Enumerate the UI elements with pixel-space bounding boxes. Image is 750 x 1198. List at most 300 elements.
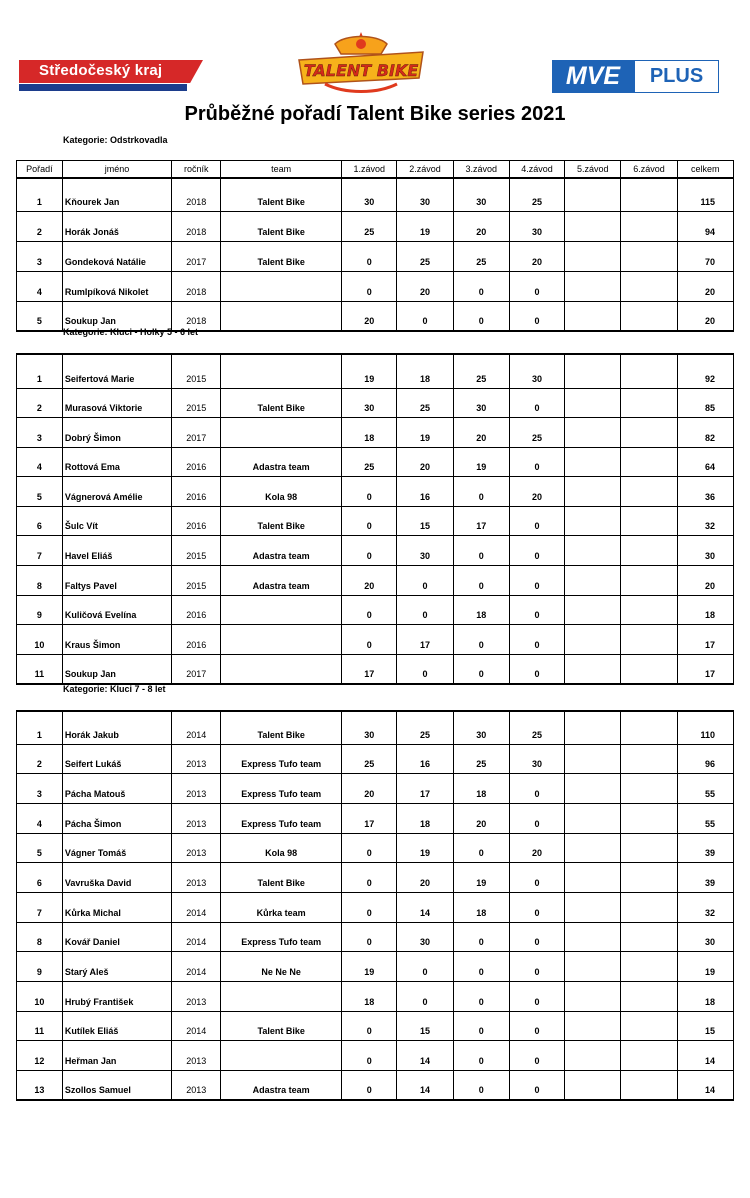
- cell-race-2: 19: [397, 833, 453, 863]
- cell-race-1: 18: [342, 982, 397, 1012]
- cell-rank: 6: [17, 506, 63, 536]
- cell-year: 2014: [172, 952, 221, 982]
- cell-year: 2013: [172, 1041, 221, 1071]
- cell-race-1: 30: [342, 711, 397, 744]
- cell-race-5: [565, 922, 621, 952]
- cell-race-1: 18: [342, 418, 397, 448]
- cell-name: Vavruška David: [62, 863, 171, 893]
- cell-race-2: 20: [397, 863, 453, 893]
- cell-rank: 9: [17, 595, 63, 625]
- cell-race-1: 20: [342, 774, 397, 804]
- cell-race-6: [621, 744, 677, 774]
- cell-name: Horák Jonáš: [62, 211, 171, 241]
- cell-year: 2015: [172, 566, 221, 596]
- header-race-3: 3.závod: [453, 161, 509, 179]
- cell-rank: 2: [17, 388, 63, 418]
- cell-name: Kuličová Evelína: [62, 595, 171, 625]
- cell-race-4: 0: [509, 774, 564, 804]
- cell-race-6: [621, 863, 677, 893]
- cell-race-4: 25: [509, 418, 564, 448]
- cell-race-6: [621, 241, 677, 271]
- cell-team: [221, 301, 342, 331]
- cell-race-6: [621, 566, 677, 596]
- cell-race-1: 0: [342, 595, 397, 625]
- cell-race-3: 0: [453, 1041, 509, 1071]
- table-row: [17, 418, 734, 448]
- cell-name: Hrubý František: [62, 982, 171, 1012]
- cell-race-2: 14: [397, 1041, 453, 1071]
- cell-race-6: [621, 803, 677, 833]
- table-row: [17, 625, 734, 655]
- table-row: [17, 744, 734, 774]
- cell-race-6: [621, 1071, 677, 1101]
- cell-race-3: 25: [453, 744, 509, 774]
- cell-total: 92: [677, 354, 733, 388]
- cell-race-5: [565, 354, 621, 388]
- cell-name: Vágner Tomáš: [62, 833, 171, 863]
- cell-total: 19: [677, 952, 733, 982]
- cell-year: 2017: [172, 418, 221, 448]
- cell-total: 18: [677, 595, 733, 625]
- cell-rank: 7: [17, 536, 63, 566]
- cell-race-2: 0: [397, 595, 453, 625]
- table-row: [17, 863, 734, 893]
- cell-race-1: 25: [342, 447, 397, 477]
- cell-total: 70: [677, 241, 733, 271]
- table-row: [17, 982, 734, 1012]
- table-row: [17, 1071, 734, 1101]
- cell-team: [221, 595, 342, 625]
- cell-race-1: 0: [342, 1041, 397, 1071]
- cell-race-1: 25: [342, 211, 397, 241]
- cell-total: 85: [677, 388, 733, 418]
- category-label: Kategorie: Kluci - Holky 5 - 6 let: [63, 327, 199, 337]
- cell-race-3: 25: [453, 354, 509, 388]
- cell-team: [221, 654, 342, 684]
- cell-total: 20: [677, 566, 733, 596]
- cell-rank: 3: [17, 418, 63, 448]
- cell-name: Šulc Vít: [62, 506, 171, 536]
- cell-year: 2016: [172, 595, 221, 625]
- cell-race-5: [565, 744, 621, 774]
- cell-race-3: 18: [453, 774, 509, 804]
- cell-name: Starý Aleš: [62, 952, 171, 982]
- cell-total: 94: [677, 211, 733, 241]
- cell-rank: 11: [17, 1011, 63, 1041]
- cell-race-3: 20: [453, 211, 509, 241]
- cell-total: 110: [677, 711, 733, 744]
- cell-race-2: 20: [397, 447, 453, 477]
- cell-year: 2017: [172, 241, 221, 271]
- cell-total: 55: [677, 803, 733, 833]
- cell-race-6: [621, 595, 677, 625]
- table-row: [17, 595, 734, 625]
- cell-year: 2017: [172, 654, 221, 684]
- cell-total: 32: [677, 506, 733, 536]
- category-label: Kategorie: Odstrkovadla: [63, 135, 168, 145]
- cell-year: 2013: [172, 863, 221, 893]
- cell-race-5: [565, 388, 621, 418]
- cell-race-4: 0: [509, 1071, 564, 1101]
- cell-race-2: 30: [397, 922, 453, 952]
- header-total: celkem: [677, 161, 733, 179]
- cell-race-4: 0: [509, 301, 564, 331]
- cell-race-3: 30: [453, 178, 509, 211]
- cell-race-4: 0: [509, 1041, 564, 1071]
- talent-bike-logo-crown: [335, 32, 387, 54]
- cell-race-5: [565, 982, 621, 1012]
- cell-race-4: 0: [509, 1011, 564, 1041]
- talent-bike-logo-text: TALENT BIKE: [303, 61, 419, 80]
- cell-race-2: 14: [397, 1071, 453, 1101]
- cell-race-6: [621, 388, 677, 418]
- cell-race-3: 0: [453, 271, 509, 301]
- cell-year: 2013: [172, 803, 221, 833]
- cell-race-1: 0: [342, 625, 397, 655]
- cell-rank: 10: [17, 982, 63, 1012]
- cell-race-4: 0: [509, 952, 564, 982]
- cell-name: Dobrý Šimon: [62, 418, 171, 448]
- cell-race-3: 19: [453, 447, 509, 477]
- cell-race-5: [565, 211, 621, 241]
- cell-race-3: 0: [453, 1071, 509, 1101]
- cell-race-1: 0: [342, 1011, 397, 1041]
- header-name: jméno: [62, 161, 171, 179]
- cell-year: 2016: [172, 477, 221, 507]
- cell-race-5: [565, 301, 621, 331]
- cell-race-2: 15: [397, 506, 453, 536]
- cell-race-6: [621, 833, 677, 863]
- cell-rank: 8: [17, 922, 63, 952]
- cell-race-2: 19: [397, 418, 453, 448]
- cell-race-4: 0: [509, 863, 564, 893]
- cell-race-1: 20: [342, 566, 397, 596]
- cell-total: 36: [677, 477, 733, 507]
- table-row: [17, 1011, 734, 1041]
- cell-race-2: 20: [397, 271, 453, 301]
- cell-race-3: 0: [453, 922, 509, 952]
- cell-year: 2013: [172, 774, 221, 804]
- cell-team: Talent Bike: [221, 863, 342, 893]
- cell-race-4: 0: [509, 595, 564, 625]
- cell-year: 2013: [172, 833, 221, 863]
- cell-name: Seifert Lukáš: [62, 744, 171, 774]
- cell-race-6: [621, 625, 677, 655]
- cell-race-4: 25: [509, 711, 564, 744]
- cell-rank: 7: [17, 892, 63, 922]
- stredocesky-kraj-logo-text: Středočeský kraj: [39, 62, 163, 79]
- cell-name: Kraus Šimon: [62, 625, 171, 655]
- cell-race-2: 25: [397, 711, 453, 744]
- cell-race-4: 0: [509, 447, 564, 477]
- cell-team: Adastra team: [221, 447, 342, 477]
- cell-race-3: 18: [453, 892, 509, 922]
- cell-rank: 1: [17, 711, 63, 744]
- cell-race-5: [565, 536, 621, 566]
- cell-team: [221, 354, 342, 388]
- cell-rank: 4: [17, 447, 63, 477]
- mve-plus-logo-plus: PLUS: [634, 60, 719, 93]
- cell-year: 2013: [172, 1071, 221, 1101]
- cell-year: 2018: [172, 211, 221, 241]
- cell-team: Talent Bike: [221, 711, 342, 744]
- cell-total: 17: [677, 654, 733, 684]
- cell-race-4: 30: [509, 354, 564, 388]
- cell-race-3: 0: [453, 1011, 509, 1041]
- cell-race-6: [621, 477, 677, 507]
- cell-race-5: [565, 833, 621, 863]
- cell-race-2: 18: [397, 354, 453, 388]
- cell-race-4: 0: [509, 654, 564, 684]
- cell-race-4: 0: [509, 506, 564, 536]
- cell-race-4: 0: [509, 892, 564, 922]
- cell-total: 15: [677, 1011, 733, 1041]
- cell-race-5: [565, 566, 621, 596]
- cell-race-3: 20: [453, 418, 509, 448]
- header-race-5: 5.závod: [565, 161, 621, 179]
- cell-race-4: 0: [509, 625, 564, 655]
- cell-year: 2013: [172, 982, 221, 1012]
- cell-race-5: [565, 863, 621, 893]
- talent-bike-logo: [295, 30, 427, 98]
- cell-team: Adastra team: [221, 566, 342, 596]
- cell-race-2: 0: [397, 566, 453, 596]
- cell-race-1: 0: [342, 536, 397, 566]
- cell-total: 30: [677, 922, 733, 952]
- table-row: [17, 774, 734, 804]
- cell-race-6: [621, 447, 677, 477]
- cell-total: 115: [677, 178, 733, 211]
- cell-race-4: 0: [509, 803, 564, 833]
- cell-race-3: 30: [453, 388, 509, 418]
- cell-race-5: [565, 711, 621, 744]
- cell-total: 18: [677, 982, 733, 1012]
- header-race-4: 4.závod: [509, 161, 564, 179]
- table-row: [17, 211, 734, 241]
- cell-rank: 8: [17, 566, 63, 596]
- cell-race-2: 19: [397, 211, 453, 241]
- cell-race-5: [565, 654, 621, 684]
- cell-team: [221, 418, 342, 448]
- cell-race-5: [565, 271, 621, 301]
- cell-race-3: 30: [453, 711, 509, 744]
- cell-race-3: 18: [453, 595, 509, 625]
- cell-total: 20: [677, 301, 733, 331]
- cell-rank: 5: [17, 833, 63, 863]
- cell-race-2: 16: [397, 477, 453, 507]
- cell-race-5: [565, 625, 621, 655]
- cell-race-5: [565, 447, 621, 477]
- cell-team: Adastra team: [221, 1071, 342, 1101]
- cell-race-3: 0: [453, 654, 509, 684]
- header-year: ročník: [172, 161, 221, 179]
- cell-race-1: 0: [342, 833, 397, 863]
- cell-team: Ne Ne Ne: [221, 952, 342, 982]
- cell-race-6: [621, 506, 677, 536]
- table-row: [17, 803, 734, 833]
- cell-race-5: [565, 1071, 621, 1101]
- cell-race-5: [565, 803, 621, 833]
- cell-race-4: 30: [509, 211, 564, 241]
- cell-year: 2018: [172, 301, 221, 331]
- table-row: [17, 354, 734, 388]
- header-race-1: 1.závod: [342, 161, 397, 179]
- cell-race-1: 0: [342, 863, 397, 893]
- header-rank: Pořadí: [17, 161, 63, 179]
- cell-name: Kovář Daniel: [62, 922, 171, 952]
- cell-team: Talent Bike: [221, 506, 342, 536]
- table-row: [17, 892, 734, 922]
- cell-total: 17: [677, 625, 733, 655]
- table-row: [17, 1041, 734, 1071]
- cell-team: Talent Bike: [221, 1011, 342, 1041]
- cell-race-6: [621, 1041, 677, 1071]
- cell-team: Express Tufo team: [221, 774, 342, 804]
- cell-name: Murasová Viktorie: [62, 388, 171, 418]
- cell-race-4: 0: [509, 271, 564, 301]
- cell-race-4: 20: [509, 241, 564, 271]
- cell-name: Seifertová Marie: [62, 354, 171, 388]
- cell-total: 14: [677, 1071, 733, 1101]
- cell-race-5: [565, 418, 621, 448]
- cell-rank: 11: [17, 654, 63, 684]
- cell-race-6: [621, 892, 677, 922]
- cell-total: 14: [677, 1041, 733, 1071]
- cell-total: 64: [677, 447, 733, 477]
- cell-total: 39: [677, 833, 733, 863]
- cell-race-4: 25: [509, 178, 564, 211]
- cell-name: Rumlpíková Nikolet: [62, 271, 171, 301]
- header-race-6: 6.závod: [621, 161, 677, 179]
- cell-race-6: [621, 178, 677, 211]
- cell-race-1: 0: [342, 241, 397, 271]
- cell-race-6: [621, 952, 677, 982]
- cell-race-1: 30: [342, 178, 397, 211]
- category-label: Kategorie: Kluci 7 - 8 let: [63, 684, 166, 694]
- cell-race-6: [621, 211, 677, 241]
- cell-year: 2015: [172, 536, 221, 566]
- cell-name: Faltys Pavel: [62, 566, 171, 596]
- cell-race-3: 25: [453, 241, 509, 271]
- cell-total: 39: [677, 863, 733, 893]
- cell-rank: 9: [17, 952, 63, 982]
- cell-rank: 1: [17, 354, 63, 388]
- cell-race-5: [565, 241, 621, 271]
- cell-rank: 3: [17, 241, 63, 271]
- cell-race-5: [565, 595, 621, 625]
- cell-name: Horák Jakub: [62, 711, 171, 744]
- cell-race-6: [621, 301, 677, 331]
- cell-team: Kola 98: [221, 477, 342, 507]
- cell-rank: 4: [17, 803, 63, 833]
- cell-rank: 5: [17, 301, 63, 331]
- table-row: [17, 241, 734, 271]
- cell-race-2: 15: [397, 1011, 453, 1041]
- cell-name: Heřman Jan: [62, 1041, 171, 1071]
- table-row: [17, 833, 734, 863]
- cell-race-6: [621, 536, 677, 566]
- header-race-2: 2.závod: [397, 161, 453, 179]
- cell-team: Talent Bike: [221, 388, 342, 418]
- cell-team: Talent Bike: [221, 241, 342, 271]
- cell-rank: 5: [17, 477, 63, 507]
- cell-name: Szollos Samuel: [62, 1071, 171, 1101]
- cell-race-4: 0: [509, 388, 564, 418]
- cell-race-2: 17: [397, 625, 453, 655]
- cell-race-3: 0: [453, 982, 509, 1012]
- cell-race-2: 0: [397, 301, 453, 331]
- cell-race-6: [621, 711, 677, 744]
- cell-rank: 4: [17, 271, 63, 301]
- cell-year: 2014: [172, 711, 221, 744]
- table-row: [17, 536, 734, 566]
- cell-race-1: 30: [342, 388, 397, 418]
- cell-race-3: 19: [453, 863, 509, 893]
- cell-race-2: 0: [397, 982, 453, 1012]
- cell-race-3: 0: [453, 301, 509, 331]
- cell-race-2: 14: [397, 892, 453, 922]
- cell-name: Pácha Matouš: [62, 774, 171, 804]
- header-team: team: [221, 161, 342, 179]
- cell-race-3: 0: [453, 833, 509, 863]
- table-header-row: [17, 161, 734, 179]
- logo-blue-stripe: [19, 84, 187, 91]
- cell-race-3: 0: [453, 477, 509, 507]
- cell-total: 32: [677, 892, 733, 922]
- cell-race-3: 17: [453, 506, 509, 536]
- cell-year: 2014: [172, 922, 221, 952]
- cell-race-1: 0: [342, 1071, 397, 1101]
- table-row: [17, 447, 734, 477]
- page-title: Průběžné pořadí Talent Bike series 2021: [184, 103, 566, 125]
- table-row: [17, 922, 734, 952]
- cell-race-6: [621, 654, 677, 684]
- cell-name: Soukup Jan: [62, 301, 171, 331]
- table-row: [17, 566, 734, 596]
- cell-name: Pácha Šimon: [62, 803, 171, 833]
- cell-race-6: [621, 774, 677, 804]
- cell-race-1: 17: [342, 803, 397, 833]
- cell-team: [221, 982, 342, 1012]
- cell-race-4: 20: [509, 833, 564, 863]
- cell-race-6: [621, 922, 677, 952]
- cell-race-2: 18: [397, 803, 453, 833]
- cell-race-1: 0: [342, 892, 397, 922]
- cell-race-1: 19: [342, 354, 397, 388]
- table-row: [17, 654, 734, 684]
- cell-race-4: 30: [509, 744, 564, 774]
- cell-year: 2014: [172, 892, 221, 922]
- cell-rank: 10: [17, 625, 63, 655]
- cell-race-3: 0: [453, 625, 509, 655]
- cell-team: Express Tufo team: [221, 744, 342, 774]
- cell-team: [221, 1041, 342, 1071]
- cell-total: 96: [677, 744, 733, 774]
- cell-race-2: 30: [397, 178, 453, 211]
- cell-race-4: 0: [509, 922, 564, 952]
- cell-rank: 2: [17, 211, 63, 241]
- cell-race-6: [621, 354, 677, 388]
- cell-rank: 1: [17, 178, 63, 211]
- cell-race-2: 25: [397, 388, 453, 418]
- cell-race-5: [565, 477, 621, 507]
- cell-race-2: 16: [397, 744, 453, 774]
- mve-plus-logo-mve: MVE: [552, 60, 634, 93]
- cell-race-2: 0: [397, 654, 453, 684]
- cell-race-5: [565, 178, 621, 211]
- cell-team: Express Tufo team: [221, 803, 342, 833]
- cell-race-2: 30: [397, 536, 453, 566]
